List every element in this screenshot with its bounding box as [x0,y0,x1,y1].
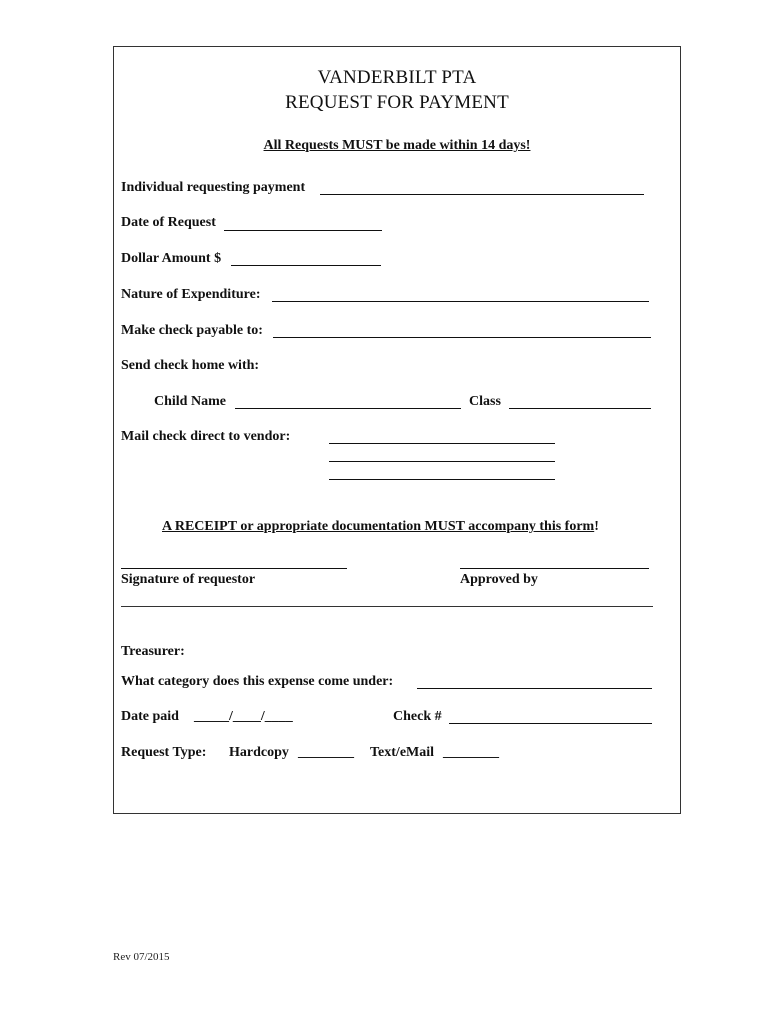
receipt-notice-text: A RECEIPT or appropriate documentation MUST accompany this form [162,519,595,534]
section-divider [121,606,653,607]
requestor-signature-field[interactable] [121,568,347,569]
check-number-field[interactable] [449,723,652,724]
hardcopy-label: Hardcopy [229,745,289,760]
approved-by-label: Approved by [460,572,538,587]
nature-field[interactable] [272,301,649,302]
class-field[interactable] [509,408,651,409]
date-request-field[interactable] [224,230,382,231]
vendor-address-line-2[interactable] [329,461,555,462]
nature-label: Nature of Expenditure: [121,287,261,302]
form-title: REQUEST FOR PAYMENT [285,92,509,113]
dollar-amount-field[interactable] [231,265,381,266]
category-field[interactable] [417,688,652,689]
payable-label: Make check payable to: [121,323,263,338]
date-paid-label: Date paid [121,709,179,724]
payment-request-form [113,46,681,814]
vendor-address-line-1[interactable] [329,443,555,444]
hardcopy-field[interactable]: ________ [298,745,354,760]
individual-field[interactable] [320,194,644,195]
child-name-field[interactable] [235,408,461,409]
individual-label: Individual requesting payment [121,180,306,195]
mail-vendor-label: Mail check direct to vendor: [121,429,291,444]
text-email-field[interactable]: ________ [443,745,499,760]
payable-field[interactable] [273,337,651,338]
revision-note: Rev 07/2015 [113,951,170,963]
date-paid-field[interactable]: _____/____/____ [194,709,293,724]
class-label: Class [469,394,501,409]
receipt-notice-bang: ! [594,519,599,534]
deadline-notice: All Requests MUST be made within 14 days! [263,138,531,153]
receipt-notice [162,519,599,535]
check-number-label: Check # [393,709,442,724]
requestor-signature-label: Signature of requestor [121,572,256,587]
date-request-label: Date of Request [121,215,216,230]
vendor-address-line-3[interactable] [329,479,555,480]
treasurer-heading: Treasurer: [121,644,185,659]
child-name-label: Child Name [154,394,226,409]
send-home-label: Send check home with: [121,358,260,373]
approved-signature-field[interactable] [460,568,649,569]
org-title: VANDERBILT PTA [317,67,477,88]
text-email-label: Text/eMail [370,745,435,760]
category-label: What category does this expense come under: [121,674,394,689]
request-type-label: Request Type: [121,745,207,760]
dollar-amount-label: Dollar Amount $ [121,251,222,266]
